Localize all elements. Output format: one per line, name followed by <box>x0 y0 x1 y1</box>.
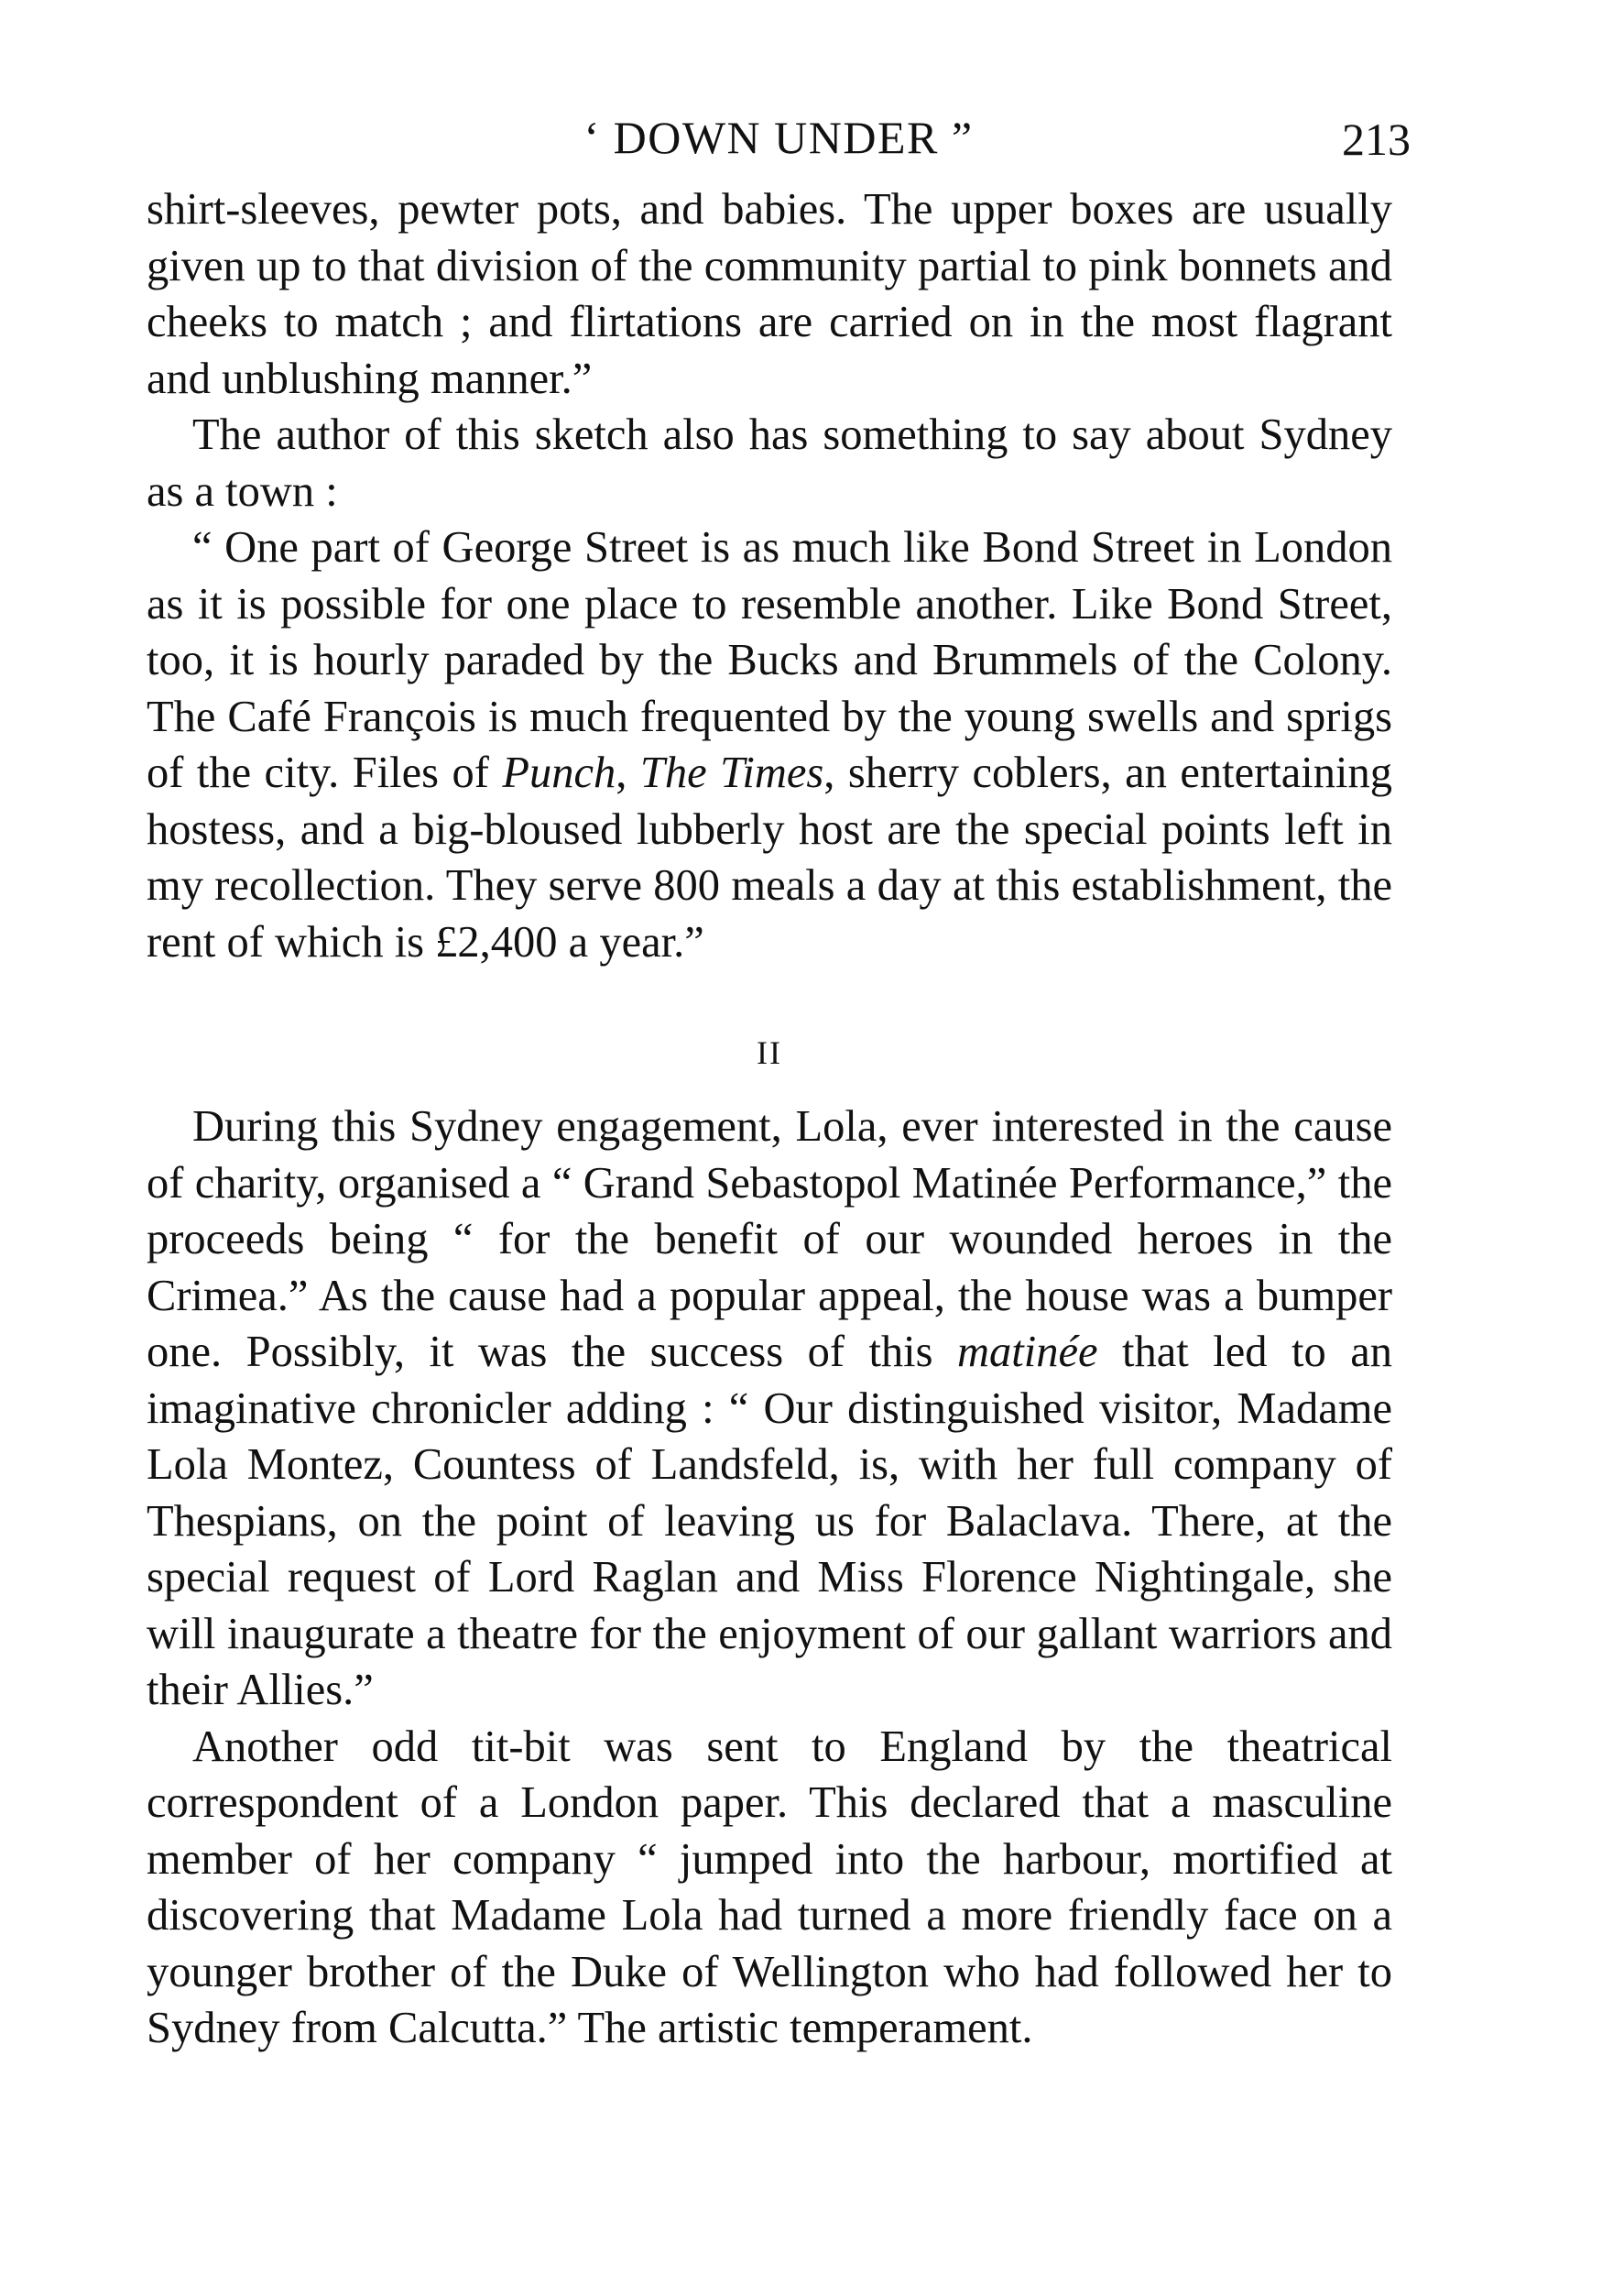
section-number: II <box>757 1034 782 1071</box>
quote-text-part-3: , sherry coblers, an entertaining hostess, and a big-bloused lubberly host are the special points left in my recollection. They serve 800 meals a day at this establishment, the rent of which is £2,400 a year.” <box>147 749 1392 967</box>
italic-punch: Punch <box>502 749 616 797</box>
quote-text-part-1: “ One part of George Street is as much like Bond Street in London as it is possible for one place to resemble another. Like Bond Street, too, it is hourly paraded by the Bucks and Brummels of the Colony. The Café François is much frequented by the young swells and sprigs of the city. Files of <box>147 523 1392 797</box>
quote-text-part-2: , <box>616 749 640 797</box>
italic-the-times: The Times <box>639 749 824 797</box>
paragraph-matinee <box>147 1099 1392 1719</box>
paragraph-continuation: shirt-sleeves, pewter pots, and babies. The upper boxes are usually given up to that division of the community partial to pink bonnets and cheeks to match ; and flirtations are carried on in the most flagrant and unblushing manner.” <box>147 185 1392 403</box>
italic-matinee: matinée <box>957 1328 1098 1376</box>
page-number: 213 <box>1342 114 1411 165</box>
paragraph-george-street-quote <box>147 519 1392 970</box>
paragraph-tit-bit: Another odd tit-bit was sent to England by the theatrical correspondent of a London paper. This declared that a masculine member of her company “ jumped into the harbour, mortified at discovering that Madame Lola had turned a more friendly face on a younger brother of the Duke of Wellington who had followed her to Sydney from Calcutta.” The artistic temperament. <box>147 1722 1392 2052</box>
body-text <box>147 181 1392 2057</box>
matinee-text-part-2: that led to an imaginative chronicler adding : “ Our distinguished visitor, Madame Lola Montez, Countess of Landsfeld, is, with her full company of Thespians, on the point of leaving us for Balaclava. There, at the special request of Lord Raglan and Miss Florence Nightingale, she will inaugurate a theatre for the enjoyment of our gallant warriors and their Allies.” <box>147 1328 1393 1714</box>
running-head: ‘ DOWN UNDER ” <box>583 112 974 163</box>
matinee-text-part-1: During this Sydney engagement, Lola, ever interested in the cause of charity, organised a “ Grand Sebastopol Matinée Performance,” the proceeds being “ for the benefit of our wounded heroes in the Crimea.” As the cause had a popular appeal, the house was a bumper one. Possibly, it was the success of this <box>147 1102 1392 1376</box>
paragraph-sydney-intro: The author of this sketch also has something to say about Sydney as a town : <box>147 410 1392 516</box>
page-header <box>147 101 1411 174</box>
